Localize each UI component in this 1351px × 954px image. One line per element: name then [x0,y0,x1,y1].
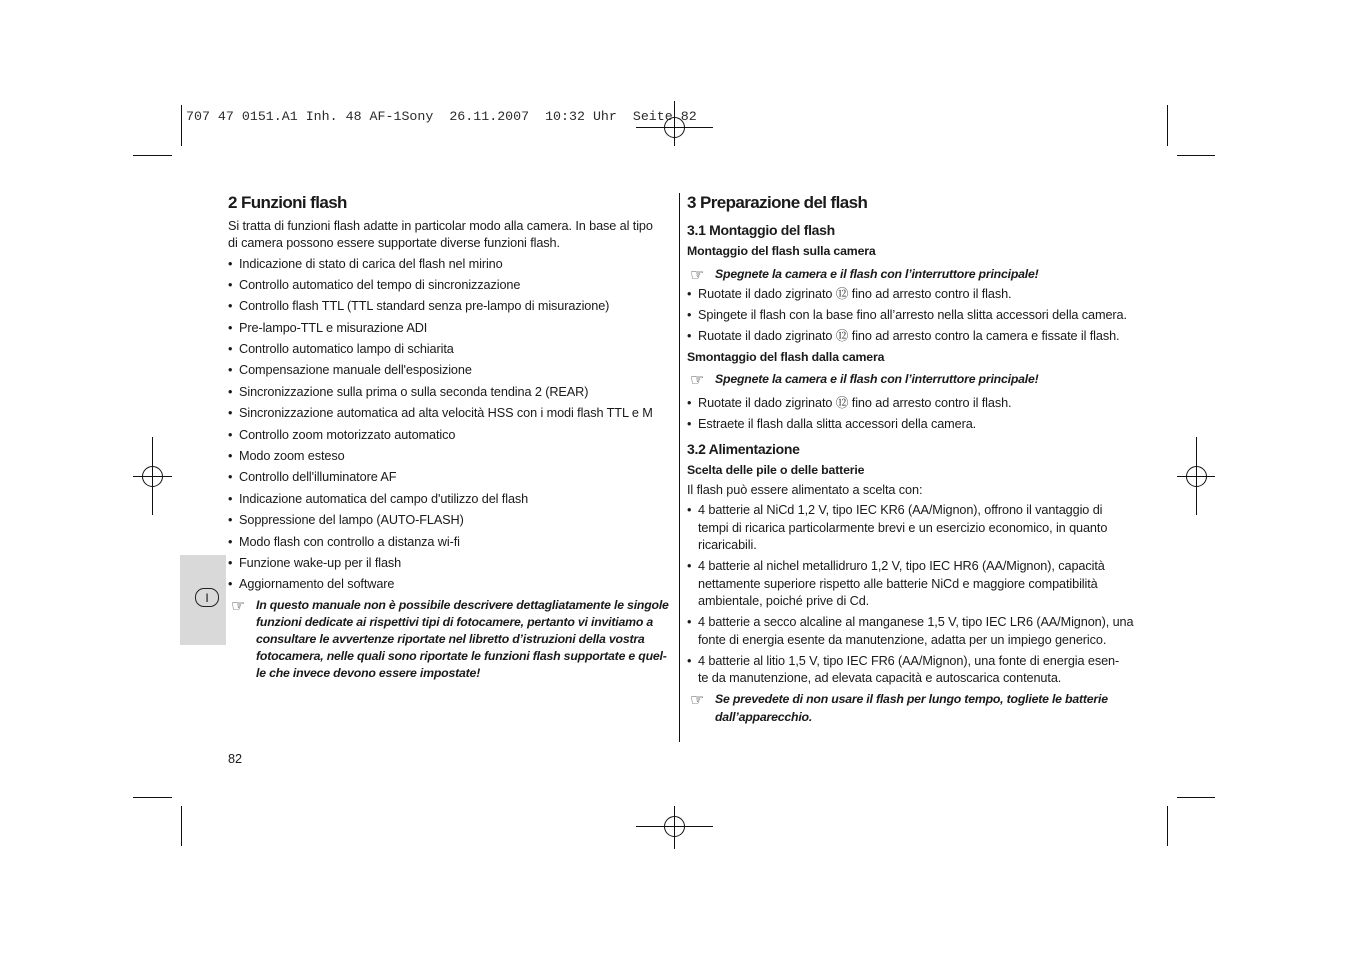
intro-paragraph [228,218,673,252]
list-item [687,502,1137,555]
hand-pointing-icon [690,371,710,388]
list-item: • Aggiornamento del software [228,576,673,593]
language-tab-label: I [195,588,219,607]
section-flash-functions [228,193,673,682]
mounting-label: Montaggio del flash sulla camera [687,243,876,258]
list-item: • Sincronizzazione automatica ad alta velocità HSS con i modi flash TTL e M [228,405,673,422]
list-item: • Ruotate il dado zigrinato ⑫ fino ad arresto contro la camera e fissate il flash. [687,328,1137,345]
list-item: • Estraete il flash dalla slitta accessori della camera. [687,416,1137,433]
note-line: funzioni dedicate ai rispettivi tipi di fotocamere, pertanto vi invitiamo a [256,615,654,630]
option-line: • 4 batterie al NiCd 1,2 V, tipo IEC KR6 (AA/Mignon), offrono il vantaggio di [698,503,1103,518]
section-flash-preparation [687,193,1137,726]
mounting-warning [687,266,1137,283]
list-item: • Controllo zoom motorizzato automatico [228,427,673,444]
list-item: • Ruotate il dado zigrinato ⑫ fino ad arresto contro il flash. [687,395,1137,412]
option-line: tempi di ricarica particolarmente brevi e un esercizio economico, in quanto [698,520,1108,535]
list-item: • Compensazione manuale dell'esposizione [228,362,673,379]
option-line: ambientale, poiché prive di Cd. [698,594,870,609]
intro-line: Si tratta di funzioni flash adatte in particolar modo alla camera. In base al tipo [228,218,653,233]
warning-text: Spegnete la camera e il flash con l’interruttore principale! [715,371,1039,386]
intro-line: di camera possono essere supportate diverse funzioni flash. [228,235,560,250]
battery-note [687,691,1137,726]
list-item: • Spingete il flash con la base fino all’arresto nella slitta accessori della camera. [687,307,1137,324]
page-number: 82 [228,752,243,766]
option-line: te da manutenzione, ad elevata capacità e autoscarica contenuta. [698,671,1062,686]
list-item: • Modo flash con controllo a distanza wi-fi [228,534,673,551]
battery-options [687,502,1137,688]
list-item: • Indicazione automatica del campo d'utilizzo del flash [228,491,673,508]
warning-text: Spegnete la camera e il flash con l’interruttore principale! [715,266,1039,281]
list-item: • Soppressione del lampo (AUTO-FLASH) [228,512,673,529]
mounting-steps [687,286,1137,345]
option-line: • 4 batterie al nichel metallidruro 1,2 V, tipo IEC HR6 (AA/Mignon), capacità [698,559,1105,574]
registration-mark-left [133,437,172,515]
removal-label: Smontaggio del flash dalla camera [687,349,885,364]
section-heading: 2 Funzioni flash [228,193,347,212]
list-item: • Controllo flash TTL (TTL standard senza pre-lampo di misurazione) [228,298,673,315]
note-line: consultare le avvertenze riportate nel libretto d’istruzioni della vostra [256,632,645,647]
note-line: Se prevedete di non usare il flash per lungo tempo, togliete le batterie [715,692,1108,707]
registration-mark-right [1177,437,1215,515]
note-line: dall’apparecchio. [715,709,813,724]
list-item: • Controllo automatico del tempo di sincronizzazione [228,277,673,294]
removal-warning [687,371,1137,388]
list-item: • Pre-lampo-TTL e misurazione ADI [228,320,673,337]
battery-choice-label: Scelta delle pile o delle batterie [687,462,865,477]
list-item [687,614,1137,649]
hand-pointing-icon [690,691,710,708]
list-item [687,653,1137,688]
list-item: • Controllo automatico lampo di schiarita [228,341,673,358]
list-item: • Indicazione di stato di carica del flash nel mirino [228,256,673,273]
language-tab [180,555,226,645]
note-line: fotocamera, nelle quali sono riportate le funzioni flash supportate e quel- [256,649,667,664]
option-line: • 4 batterie al litio 1,5 V, tipo IEC FR6 (AA/Mignon), una fonte di energia esen- [698,653,1120,668]
subsection-title-mounting: 3.1 Montaggio del flash [687,222,835,238]
option-line: fonte di energia esente da manutenzione, adatta per un impiego generico. [698,632,1107,647]
option-line: ricaricabili. [698,538,757,553]
list-item [687,558,1137,611]
list-item: • Ruotate il dado zigrinato ⑫ fino ad arresto contro il flash. [687,286,1137,303]
hand-pointing-icon [690,266,710,283]
battery-intro: Il flash può essere alimentato a scelta con: [687,482,923,497]
option-line: nettamente superiore rispetto alle batterie NiCd e maggiore compatibilità [698,576,1098,591]
hand-pointing-icon [231,597,251,614]
list-item: • Funzione wake-up per il flash [228,555,673,572]
removal-steps [687,395,1137,433]
manual-note [228,597,673,682]
list-item: • Controllo dell'illuminatore AF [228,469,673,486]
list-item: • Modo zoom esteso [228,448,673,465]
registration-mark-bottom [636,806,713,849]
section-heading: 3 Preparazione del flash [687,193,868,212]
list-item: • Sincronizzazione sulla prima o sulla seconda tendina 2 (REAR) [228,384,673,401]
subsection-title-power: 3.2 Alimentazione [687,441,800,457]
option-line: • 4 batterie a secco alcaline al manganese 1,5 V, tipo IEC LR6 (AA/Mignon), una [698,615,1134,630]
print-slug: 707 47 0151.A1 Inh. 48 AF-1Sony 26.11.2007 10:32 Uhr Seite 82 [186,109,697,124]
note-line: le che invece devono essere impostate! [256,666,481,681]
flash-function-list [228,256,673,594]
note-line: In questo manuale non è possibile descrivere dettagliatamente le singole [256,598,669,613]
